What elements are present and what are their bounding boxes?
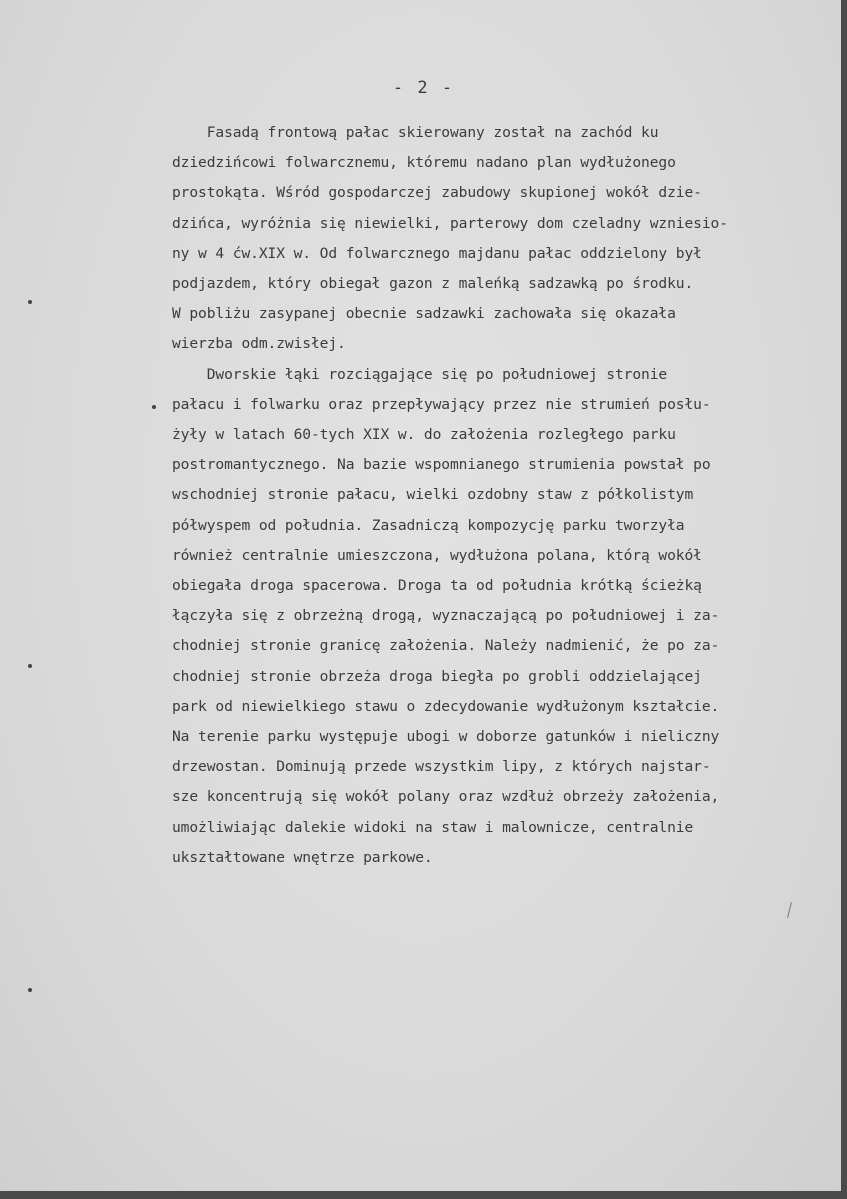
- text-line: park od niewielkiego stawu o zdecydowanie wydłużonym kształcie.: [172, 697, 720, 715]
- text-line: ukształtowane wnętrze parkowe.: [172, 848, 433, 866]
- margin-dot: [28, 988, 32, 992]
- text-line: podjazdem, który obiegał gazon z maleńką sadzawką po środku.: [172, 275, 694, 293]
- text-line: półwyspem od południa. Zasadniczą kompozycję parku tworzyła: [172, 516, 685, 534]
- text-line: dziedzińcowi folwarcznemu, któremu nadano plan wydłużonego: [172, 154, 676, 172]
- margin-dot: [152, 405, 156, 409]
- text-line: obiegała droga spacerowa. Droga ta od południa krótką ścieżką: [172, 577, 702, 595]
- margin-dot: [28, 664, 32, 668]
- text-line: wschodniej stronie pałacu, wielki ozdobny staw z półkolistym: [172, 486, 694, 504]
- page-number: - 2 -: [392, 78, 455, 98]
- margin-dot: [28, 300, 32, 304]
- text-line: umożliwiając dalekie widoki na staw i malownicze, centralnie: [172, 818, 694, 836]
- text-line: dzińca, wyróżnia się niewielki, parterowy dom czeladny wzniesio-: [172, 214, 728, 232]
- typed-text-body: [172, 118, 832, 873]
- text-line: żyły w latach 60-tych XIX w. do założenia rozległego parku: [172, 426, 676, 444]
- text-line: wierzba odm.zwisłej.: [172, 335, 346, 353]
- text-line: również centralnie umieszczona, wydłużona polana, którą wokół: [172, 546, 702, 564]
- text-line: chodniej stronie obrzeża droga biegła po grobli oddzielającej: [172, 667, 702, 685]
- text-line: Na terenie parku występuje ubogi w doborze gatunków i nieliczny: [172, 728, 720, 746]
- text-line: ny w 4 ćw.XIX w. Od folwarcznego majdanu pałac oddzielony był: [172, 244, 702, 262]
- text-line: sze koncentrują się wokół polany oraz wzdłuż obrzeży założenia,: [172, 788, 720, 806]
- text-line: postromantycznego. Na bazie wspomnianego strumienia powstał po: [172, 456, 711, 474]
- text-line: chodniej stronie granicę założenia. Należy nadmienić, że po za-: [172, 637, 720, 655]
- text-line: W pobliżu zasypanej obecnie sadzawki zachowała się okazała: [172, 305, 676, 323]
- pencil-mark: [787, 902, 792, 918]
- text-line: Dworskie łąki rozciągające się po południowej stronie: [172, 365, 668, 383]
- text-line: łączyła się z obrzeżną drogą, wyznaczającą po południowej i za-: [172, 607, 720, 625]
- text-line: prostokąta. Wśród gospodarczej zabudowy skupionej wokół dzie-: [172, 184, 702, 202]
- text-line: Fasadą frontową pałac skierowany został na zachód ku: [172, 124, 659, 141]
- text-line: drzewostan. Dominują przede wszystkim lipy, z których najstar-: [172, 758, 711, 776]
- text-line: pałacu i folwarku oraz przepływający przez nie strumień posłu-: [172, 395, 711, 413]
